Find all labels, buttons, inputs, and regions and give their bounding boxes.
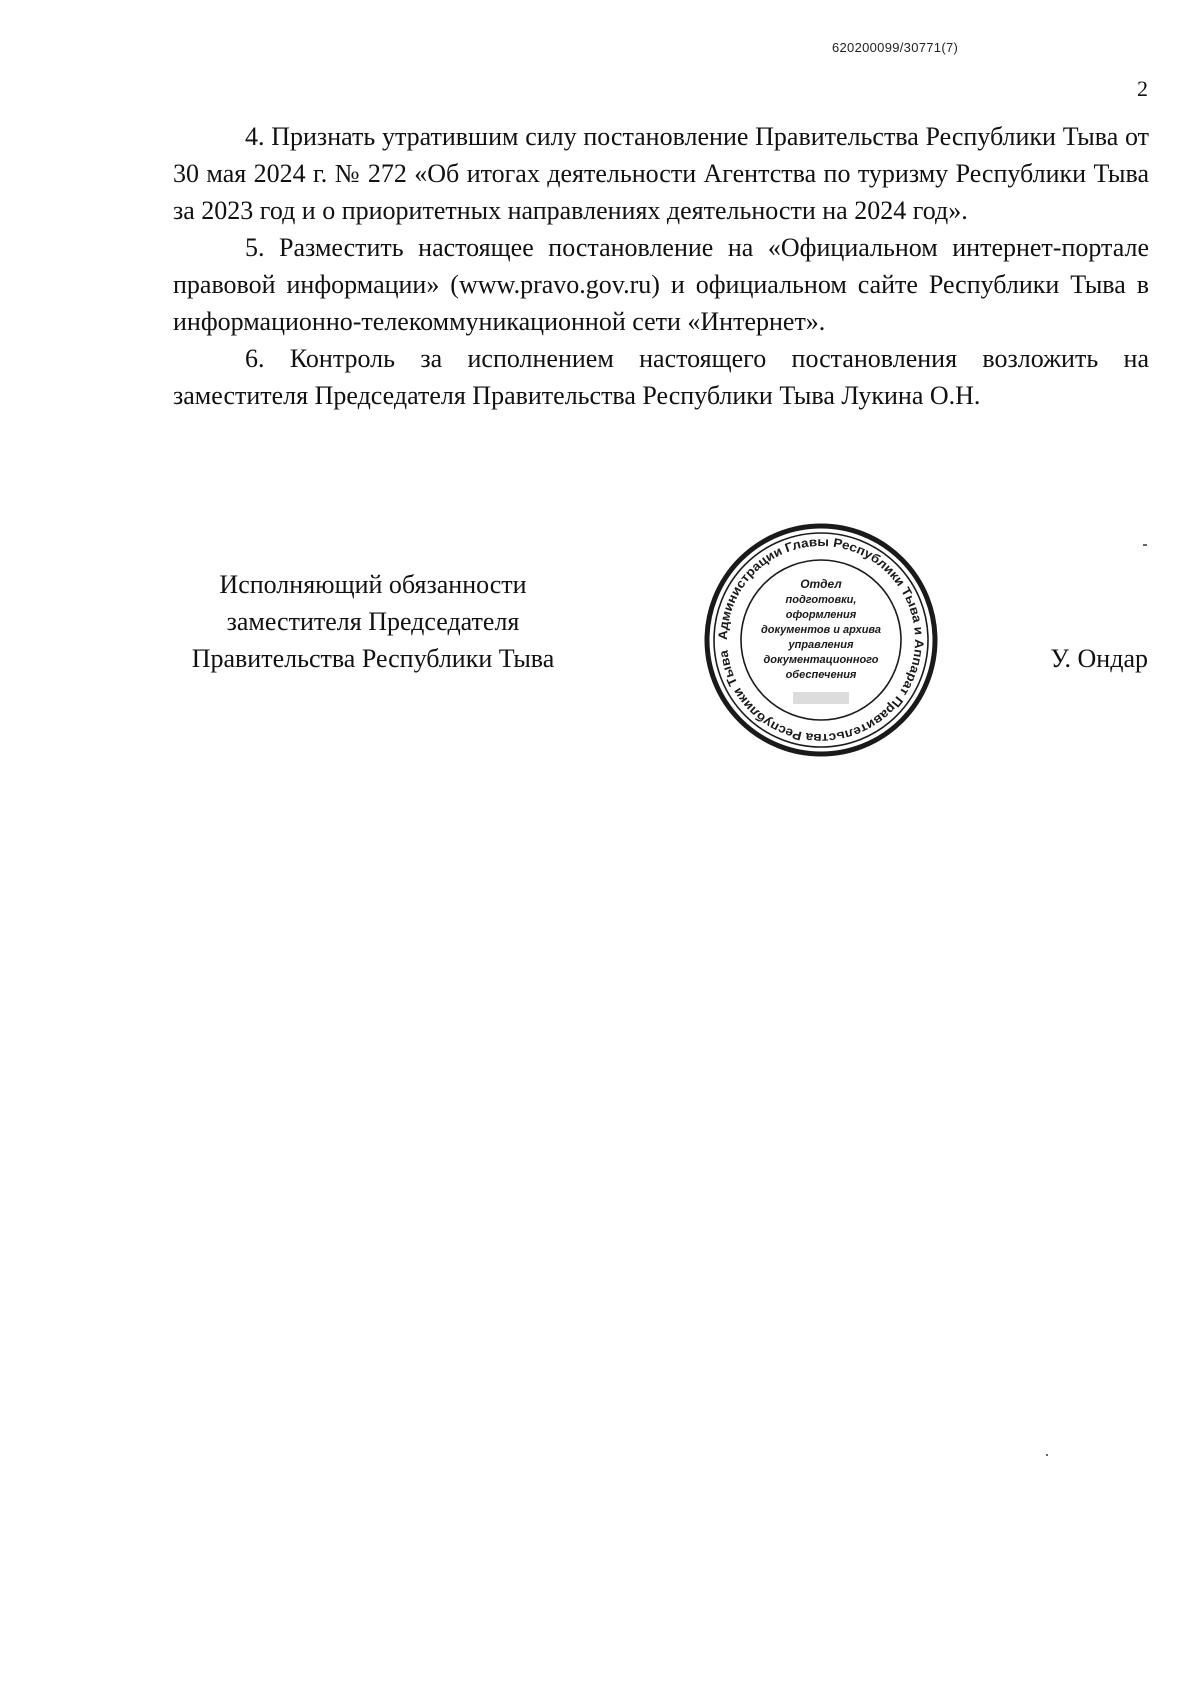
signatory-position: [168, 566, 578, 677]
signatory-name: У. Ондар: [1050, 644, 1148, 673]
paragraph-5-publication: 5. Разместить настоящее постановление на «Официальном интернет-портале правовой информации» (www.pravo.gov.ru) и официальном сайте Республики Тыва в информационно-телекоммуникационной сети «Интернет».: [173, 233, 1149, 336]
seal-ring-text-path: Администрации Главы Республики Тыва и Аппарат Правительства Республики Тыва: [715, 534, 927, 746]
seal-center-line-4: документов и архива: [760, 624, 882, 636]
official-seal-stamp: [701, 520, 941, 760]
seal-center-line-5: управления: [788, 639, 854, 651]
paragraph-6-control: 6. Контроль за исполнением настоящего постановления возложить на заместителя Председателя Правительства Республики Тыва Лукина О.Н.: [173, 344, 1149, 410]
document-body: [173, 118, 1149, 414]
signatory-position-line-2: заместителя Председателя: [226, 607, 520, 636]
seal-center-line-6: документационного: [763, 654, 879, 666]
signatory-position-line-1: Исполняющий обязанности: [219, 570, 527, 599]
seal-center-line-7: обеспечения: [785, 669, 857, 681]
scan-speck: [1143, 544, 1147, 546]
signatory-position-line-3: Правительства Республики Тыва: [191, 644, 555, 673]
page-number: 2: [1137, 76, 1148, 101]
seal-center-line-2: подготовки,: [785, 594, 857, 606]
seal-center-line-1: Отдел: [800, 577, 842, 591]
seal-graphic: [701, 520, 941, 760]
paragraph-4-repeal: 4. Признать утратившим силу постановление Правительства Республики Тыва от 30 мая 2024 г. № 272 «Об итогах деятельности Агентства по туризму Республики Тыва за 2023 год и о приоритетных направлениях деятельности на 2024 год».: [173, 122, 1149, 225]
seal-center-line-3: оформления: [785, 609, 857, 621]
scan-speck: [1046, 1454, 1048, 1456]
seal-smudge: [793, 692, 849, 704]
document-registration-number: 620200099/30771(7): [832, 40, 959, 55]
